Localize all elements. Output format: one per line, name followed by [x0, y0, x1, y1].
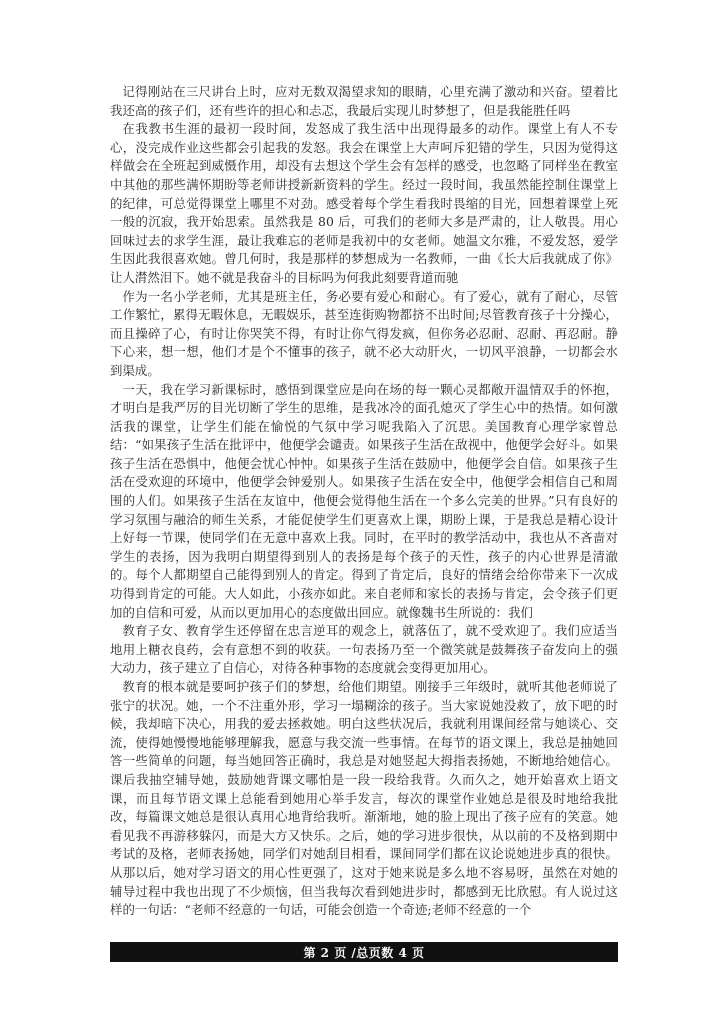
- paragraph-6: 教育的根本就是要呵护孩子们的梦想，给他们期望。刚接手三年级时，就听其他老师说了张宁的状况。她，一个不注重外形，学习一塌糊涂的孩子。当大家说她没救了，放下吧的时候，我却暗下决心，用我的爱去拯救她。明白这些状况后，我就利用课间经常与她谈心、交流，使得她慢慢地能够理解我，愿意与我交流一些事情。在每节的语文课上，我总是抽她回答一些简单的问题，每当她回答正确时，我总是对她竖起大拇指表扬她，不断地给她信心。课后我抽空辅导她，鼓励她背课文哪怕是一段一段给我背。久而久之，她开始喜欢上语文课，而且每节语文课上总能看到她用心举手发言，每次的课堂作业她总是很及时地给我批改，每篇课文她总是很认真用心地背给我听。渐渐地，她的脸上现出了孩子应有的笑意。她看见我不再游移躲闪，而是大方又快乐。之后，她的学习进步很快，从以前的不及格到期中考试的及格，老师表扬她，同学们对她刮目相看，课间同学们都在议论说她进步真的很快。从那以后，她对学习语文的用心性更强了，这对于她来说是多么地不容易呀，虽然在对她的辅导过程中我也出现了不少烦恼，但当我每次看到她进步时，都感到无比欣慰。有人说过这样的一句话：“老师不经意的一句话，可能会创造一个奇迹;老师不经意的一个: [110, 679, 618, 918]
- paragraph-4: 一天，我在学习新课标时，感悟到课堂应是向在场的每一颗心灵都敞开温情双手的怀抱，才明白是我严厉的目光切断了学生的思维，是我冰冷的面孔熄灭了学生心中的热情。如何激活我的课堂，让学生们能在愉悦的气氛中学习呢我陷入了沉思。美国教育心理学家曾总结：“如果孩子生活在批评中，他便学会谴责。如果孩子生活在敌视中，他便学会好斗。如果孩子生活在恐惧中，他便会忧心忡忡。如果孩子生活在鼓励中，他便学会自信。如果孩子生活在受欢迎的环境中，他便学会钟爱别人。如果孩子生活在安全中，他便学会相信自己和周围的人们。如果孩子生活在友谊中，他便会觉得他生活在一个多么完美的世界。”只有良好的学习氛围与融洽的师生关系，才能促使学生们更喜欢上课，期盼上课，于是我总是精心设计上好每一节课，使同学们在无意中喜欢上我。同时，在平时的教学活动中，我也从不吝啬对学生的表扬，因为我明白期望得到别人的表扬是每个孩子的天性，孩子的内心世界是清澈的。每个人都期望自己能得到别人的肯定。得到了肯定后，良好的情绪会给你带来下一次成功得到肯定的可能。大人如此，小孩亦如此。来自老师和家长的表扬与肯定，会令孩子们更加的自信和可爱，从而以更加用心的态度做出回应。就像魏书生所说的：我们: [110, 381, 618, 620]
- paragraph-1: 记得刚站在三尺讲台上时，应对无数双渴望求知的眼睛，心里充满了激动和兴奋。望着比我还高的孩子们，还有些许的担心和忐忑，我最后实现儿时梦想了，但是我能胜任吗: [110, 84, 618, 118]
- paragraph-2: 在我教书生涯的最初一段时间，发怒成了我生活中出现得最多的动作。课堂上有人不专心，没完成作业这些都会引起我的发怒。我会在课堂上大声呵斥犯错的学生，只因为觉得这样做会在全班起到威慑作用，却没有去想这个学生会有怎样的感受，也忽略了同样坐在教室中其他的那些满怀期盼等老师讲授新新资料的学生。经过一段时间，我虽然能控制住课堂上的纪律，可总觉得课堂上哪里不对劲。感受着每个学生看我时畏缩的目光，回想着课堂上死一般的沉寂，我开始思索。虽然我是 80 后，可我们的老师大多是严肃的，让人敬畏。用心回味过去的求学生涯，最让我难忘的老师是我初中的女老师。她温文尔雅，不爱发怒，爱学生因此我很喜欢她。曾几何时，我是那样的梦想成为一名教师，一曲《长大后我就成了你》让人潸然泪下。她不就是我奋斗的目标吗为何我此刻要背道而驰: [110, 121, 618, 285]
- document-body: [110, 83, 618, 920]
- page-number-label: 第 2 页 /总页数 4 页: [303, 945, 425, 960]
- paragraph-3: 作为一名小学老师，尤其是班主任，务必要有爱心和耐心。有了爱心，就有了耐心，尽管工作繁忙，累得无暇休息，无暇娱乐，甚至连街购物都挤不出时间;尽管教育孩子十分操心，而且操碎了心，有时让你哭笑不得，有时让你气得发疯，但你务必忍耐、忍耐、再忍耐。静下心来，想一想，他们才是个不懂事的孩子，就不必大动肝火，一切风平浪静，一切都会水到渠成。: [110, 288, 618, 378]
- page-footer-bar: [110, 942, 618, 962]
- paragraph-5: 教育子女、教育学生还停留在忠言逆耳的观念上，就落伍了，就不受欢迎了。我们应适当地用上糖衣良药，会有意想不到的收获。一句表扬乃至一个微笑就是鼓舞孩子奋发向上的强大动力，孩子建立了自信心，对待各种事物的态度就会变得更加用心。: [110, 623, 618, 676]
